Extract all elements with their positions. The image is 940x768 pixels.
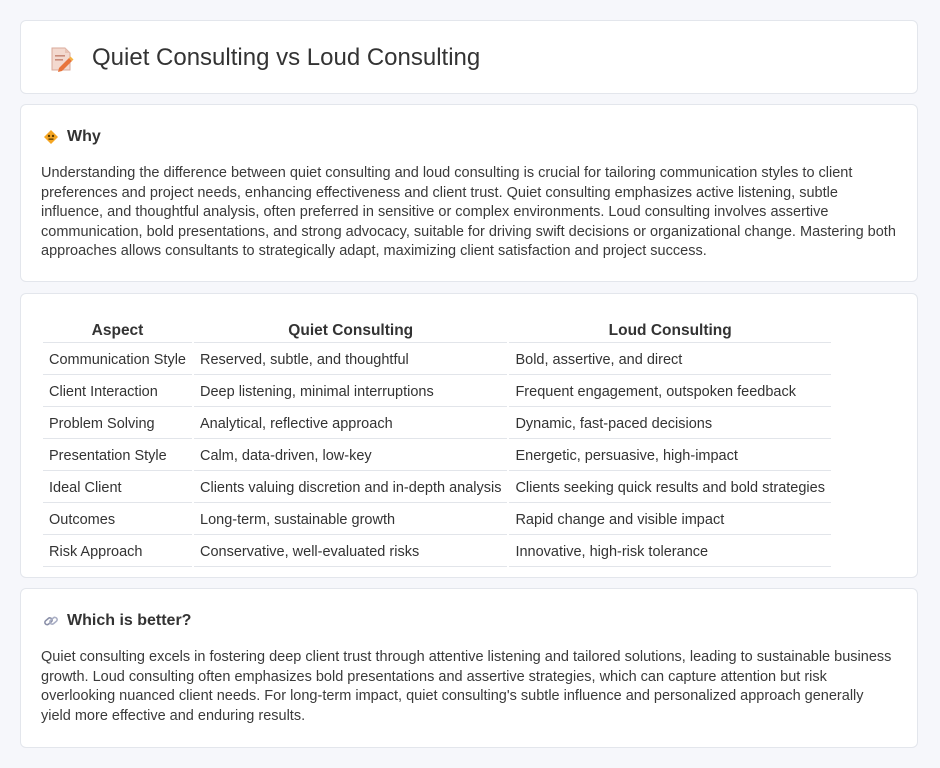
cell-aspect: Outcomes	[43, 505, 192, 535]
header-aspect: Aspect	[43, 316, 192, 343]
comparison-section	[20, 293, 918, 578]
table-header-row	[43, 316, 831, 343]
why-heading	[43, 127, 101, 147]
cell-loud: Dynamic, fast-paced decisions	[509, 409, 831, 439]
cell-loud: Frequent engagement, outspoken feedback	[509, 377, 831, 407]
why-section	[20, 104, 918, 282]
cell-aspect: Ideal Client	[43, 473, 192, 503]
cell-aspect: Problem Solving	[43, 409, 192, 439]
cell-loud: Rapid change and visible impact	[509, 505, 831, 535]
cell-loud: Innovative, high-risk tolerance	[509, 537, 831, 567]
why-text: Understanding the difference between quiet consulting and loud consulting is crucial for tailoring communication styles to client preferences and project needs, enhancing effectiveness and client trust. Quiet consulting emphasizes active listening, subtle influence, and thoughtful analysis, often preferred in sensitive or complex environments. Loud consulting involves assertive communication, bold presentations, and strong advocacy, suitable for driving swift decisions or organizational change. Mastering both approaches allows consultants to strategically adapt, maximizing client satisfaction and project success.	[41, 165, 896, 260]
which-better-section	[20, 588, 918, 748]
table-row	[43, 409, 831, 439]
cell-quiet: Analytical, reflective approach	[194, 409, 507, 439]
cell-aspect: Presentation Style	[43, 441, 192, 471]
page-title: Quiet Consulting vs Loud Consulting	[92, 44, 481, 71]
better-title: Which is better?	[67, 612, 192, 629]
comparison-table	[41, 314, 833, 569]
better-text: Quiet consulting excels in fostering deep client trust through attentive listening and tailored solutions, leading to sustainable business growth. Loud consulting often emphasizes bold presentations and assertive strategies, which can capture attention but risk overlooking nuanced client needs. For long-term impact, quiet consulting's subtle influence and personalized approach generally yield more effective and enduring results.	[41, 649, 892, 724]
cell-loud: Energetic, persuasive, high-impact	[509, 441, 831, 471]
document-edit-icon	[47, 45, 75, 73]
cell-quiet: Conservative, well-evaluated risks	[194, 537, 507, 567]
cell-quiet: Clients valuing discretion and in-depth analysis	[194, 473, 507, 503]
cell-loud: Clients seeking quick results and bold strategies	[509, 473, 831, 503]
header-quiet: Quiet Consulting	[194, 316, 507, 343]
table-row	[43, 473, 831, 503]
table-row	[43, 377, 831, 407]
table-row	[43, 505, 831, 535]
cell-aspect: Risk Approach	[43, 537, 192, 567]
header-loud: Loud Consulting	[509, 316, 831, 343]
link-icon	[43, 613, 59, 629]
table-row	[43, 345, 831, 375]
why-title: Why	[67, 128, 101, 145]
cell-aspect: Communication Style	[43, 345, 192, 375]
cell-quiet: Reserved, subtle, and thoughtful	[194, 345, 507, 375]
cell-loud: Bold, assertive, and direct	[509, 345, 831, 375]
cell-quiet: Long-term, sustainable growth	[194, 505, 507, 535]
warning-diamond-icon	[43, 129, 59, 145]
cell-quiet: Calm, data-driven, low-key	[194, 441, 507, 471]
header-card	[20, 20, 918, 94]
cell-quiet: Deep listening, minimal interruptions	[194, 377, 507, 407]
table-row	[43, 537, 831, 567]
cell-aspect: Client Interaction	[43, 377, 192, 407]
better-heading	[43, 611, 191, 631]
table-row	[43, 441, 831, 471]
